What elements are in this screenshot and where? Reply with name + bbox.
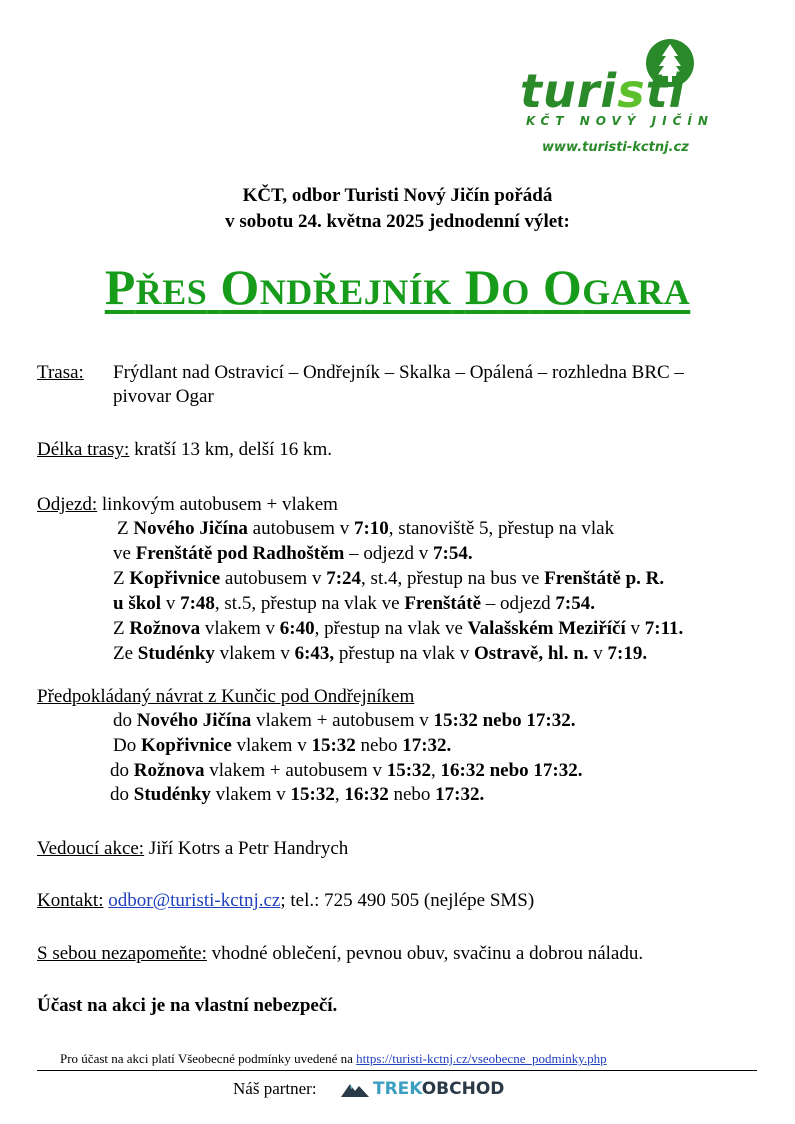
logo-wordmark [520, 66, 685, 116]
trasa-line-2: pivovar Ogar [113, 386, 214, 407]
conditions-link[interactable]: https://turisti-kctnj.cz/vseobecne_podminky.php [356, 1051, 607, 1066]
footer-note [60, 1051, 607, 1067]
sebou-text: vhodné oblečení, pevnou obuv, svačinu a dobrou náladu. [206, 943, 644, 964]
navrat-line-3: do Rožnova vlakem + autobusem v 15:32, 16:32 nebo 17:32. [110, 760, 583, 781]
odjezd-intro: linkovým autobusem + vlakem [97, 494, 338, 515]
odjezd-label: Odjezd: [37, 494, 98, 515]
kontakt-rest: ; tel.: 725 490 505 (nejlépe SMS) [280, 890, 535, 911]
footer-divider [37, 1070, 757, 1071]
partner-brand [373, 1079, 504, 1099]
page-title: PŘES ONDŘEJNÍK DO OGARA [104, 259, 691, 315]
logo-text-pre: turi [520, 64, 618, 118]
navrat-line-4: do Studénky vlakem v 15:32, 16:32 nebo 17:32. [110, 784, 485, 805]
mountain-icon [340, 1079, 370, 1099]
intro-line-2: v sobotu 24. května 2025 jednodenní výlet: [225, 211, 570, 232]
intro-line-1: KČT, odbor Turisti Nový Jičín pořádá [242, 185, 553, 206]
vedouci-label: Vedoucí akce: [37, 838, 145, 859]
partner-label: Náš partner: [233, 1079, 317, 1098]
vedouci-row [37, 837, 348, 861]
email-link[interactable]: odbor@turisti-kctnj.cz [108, 890, 281, 911]
odjezd-line-2: ve Frenštátě pod Radhoštěm – odjezd v 7:54. [113, 543, 473, 564]
odjezd-line-1: Z Nového Jičína autobusem v 7:10, stanoviště 5, přestup na vlak [117, 518, 615, 539]
logo-text-s: s [617, 64, 646, 118]
logo-url: www.turisti-kctnj.cz [542, 140, 689, 155]
trasa-line-1: Frýdlant nad Ostravicí – Ondřejník – Skalka – Opálená – rozhledna BRC – [113, 362, 684, 383]
delka-label: Délka trasy: [37, 439, 130, 460]
navrat-line-1: do Nového Jičína vlakem + autobusem v 15:32 nebo 17:32. [113, 710, 576, 731]
trasa-label: Trasa: [37, 362, 84, 383]
odjezd-row [37, 493, 338, 517]
partner-brand-trek: TREK [373, 1079, 422, 1099]
logo-subtitle: KČT NOVÝ JIČÍN [526, 114, 714, 128]
kontakt-label: Kontakt: [37, 890, 104, 911]
odjezd-line-6: Ze Studénky vlakem v 6:43, přestup na vlak v Ostravě, hl. n. v 7:19. [113, 643, 648, 664]
footer-text: Pro účast na akci platí Všeobecné podmínky uvedené na [60, 1051, 357, 1066]
logo-text-post: ti [645, 64, 686, 118]
navrat-label: Předpokládaný návrat z Kunčic pod Ondřejníkem [37, 686, 415, 707]
sebou-row [37, 942, 643, 966]
partner-brand-obchod: OBCHOD [421, 1079, 505, 1099]
intro [0, 183, 795, 235]
delka-text: kratší 13 km, delší 16 km. [129, 439, 332, 460]
odjezd-line-3: Z Kopřivnice autobusem v 7:24, st.4, přestup na bus ve Frenštátě p. R. [113, 568, 665, 589]
sebou-label: S sebou nezapomeňte: [37, 943, 207, 964]
odjezd-line-5: Z Rožnova vlakem v 6:40, přestup na vlak ve Valašském Meziříčí v 7:11. [113, 618, 684, 639]
navrat-line-2: Do Kopřivnice vlakem v 15:32 nebo 17:32. [113, 735, 452, 756]
warning-text: Účast na akci je na vlastní nebezpečí. [37, 995, 338, 1016]
vedouci-text: Jiří Kotrs a Petr Handrych [144, 838, 349, 859]
logo [520, 38, 740, 158]
odjezd-line-4: u škol v 7:48, st.5, přestup na vlak ve Frenštátě – odjezd 7:54. [113, 593, 595, 614]
delka-row [37, 438, 332, 462]
kontakt-row [37, 889, 534, 913]
